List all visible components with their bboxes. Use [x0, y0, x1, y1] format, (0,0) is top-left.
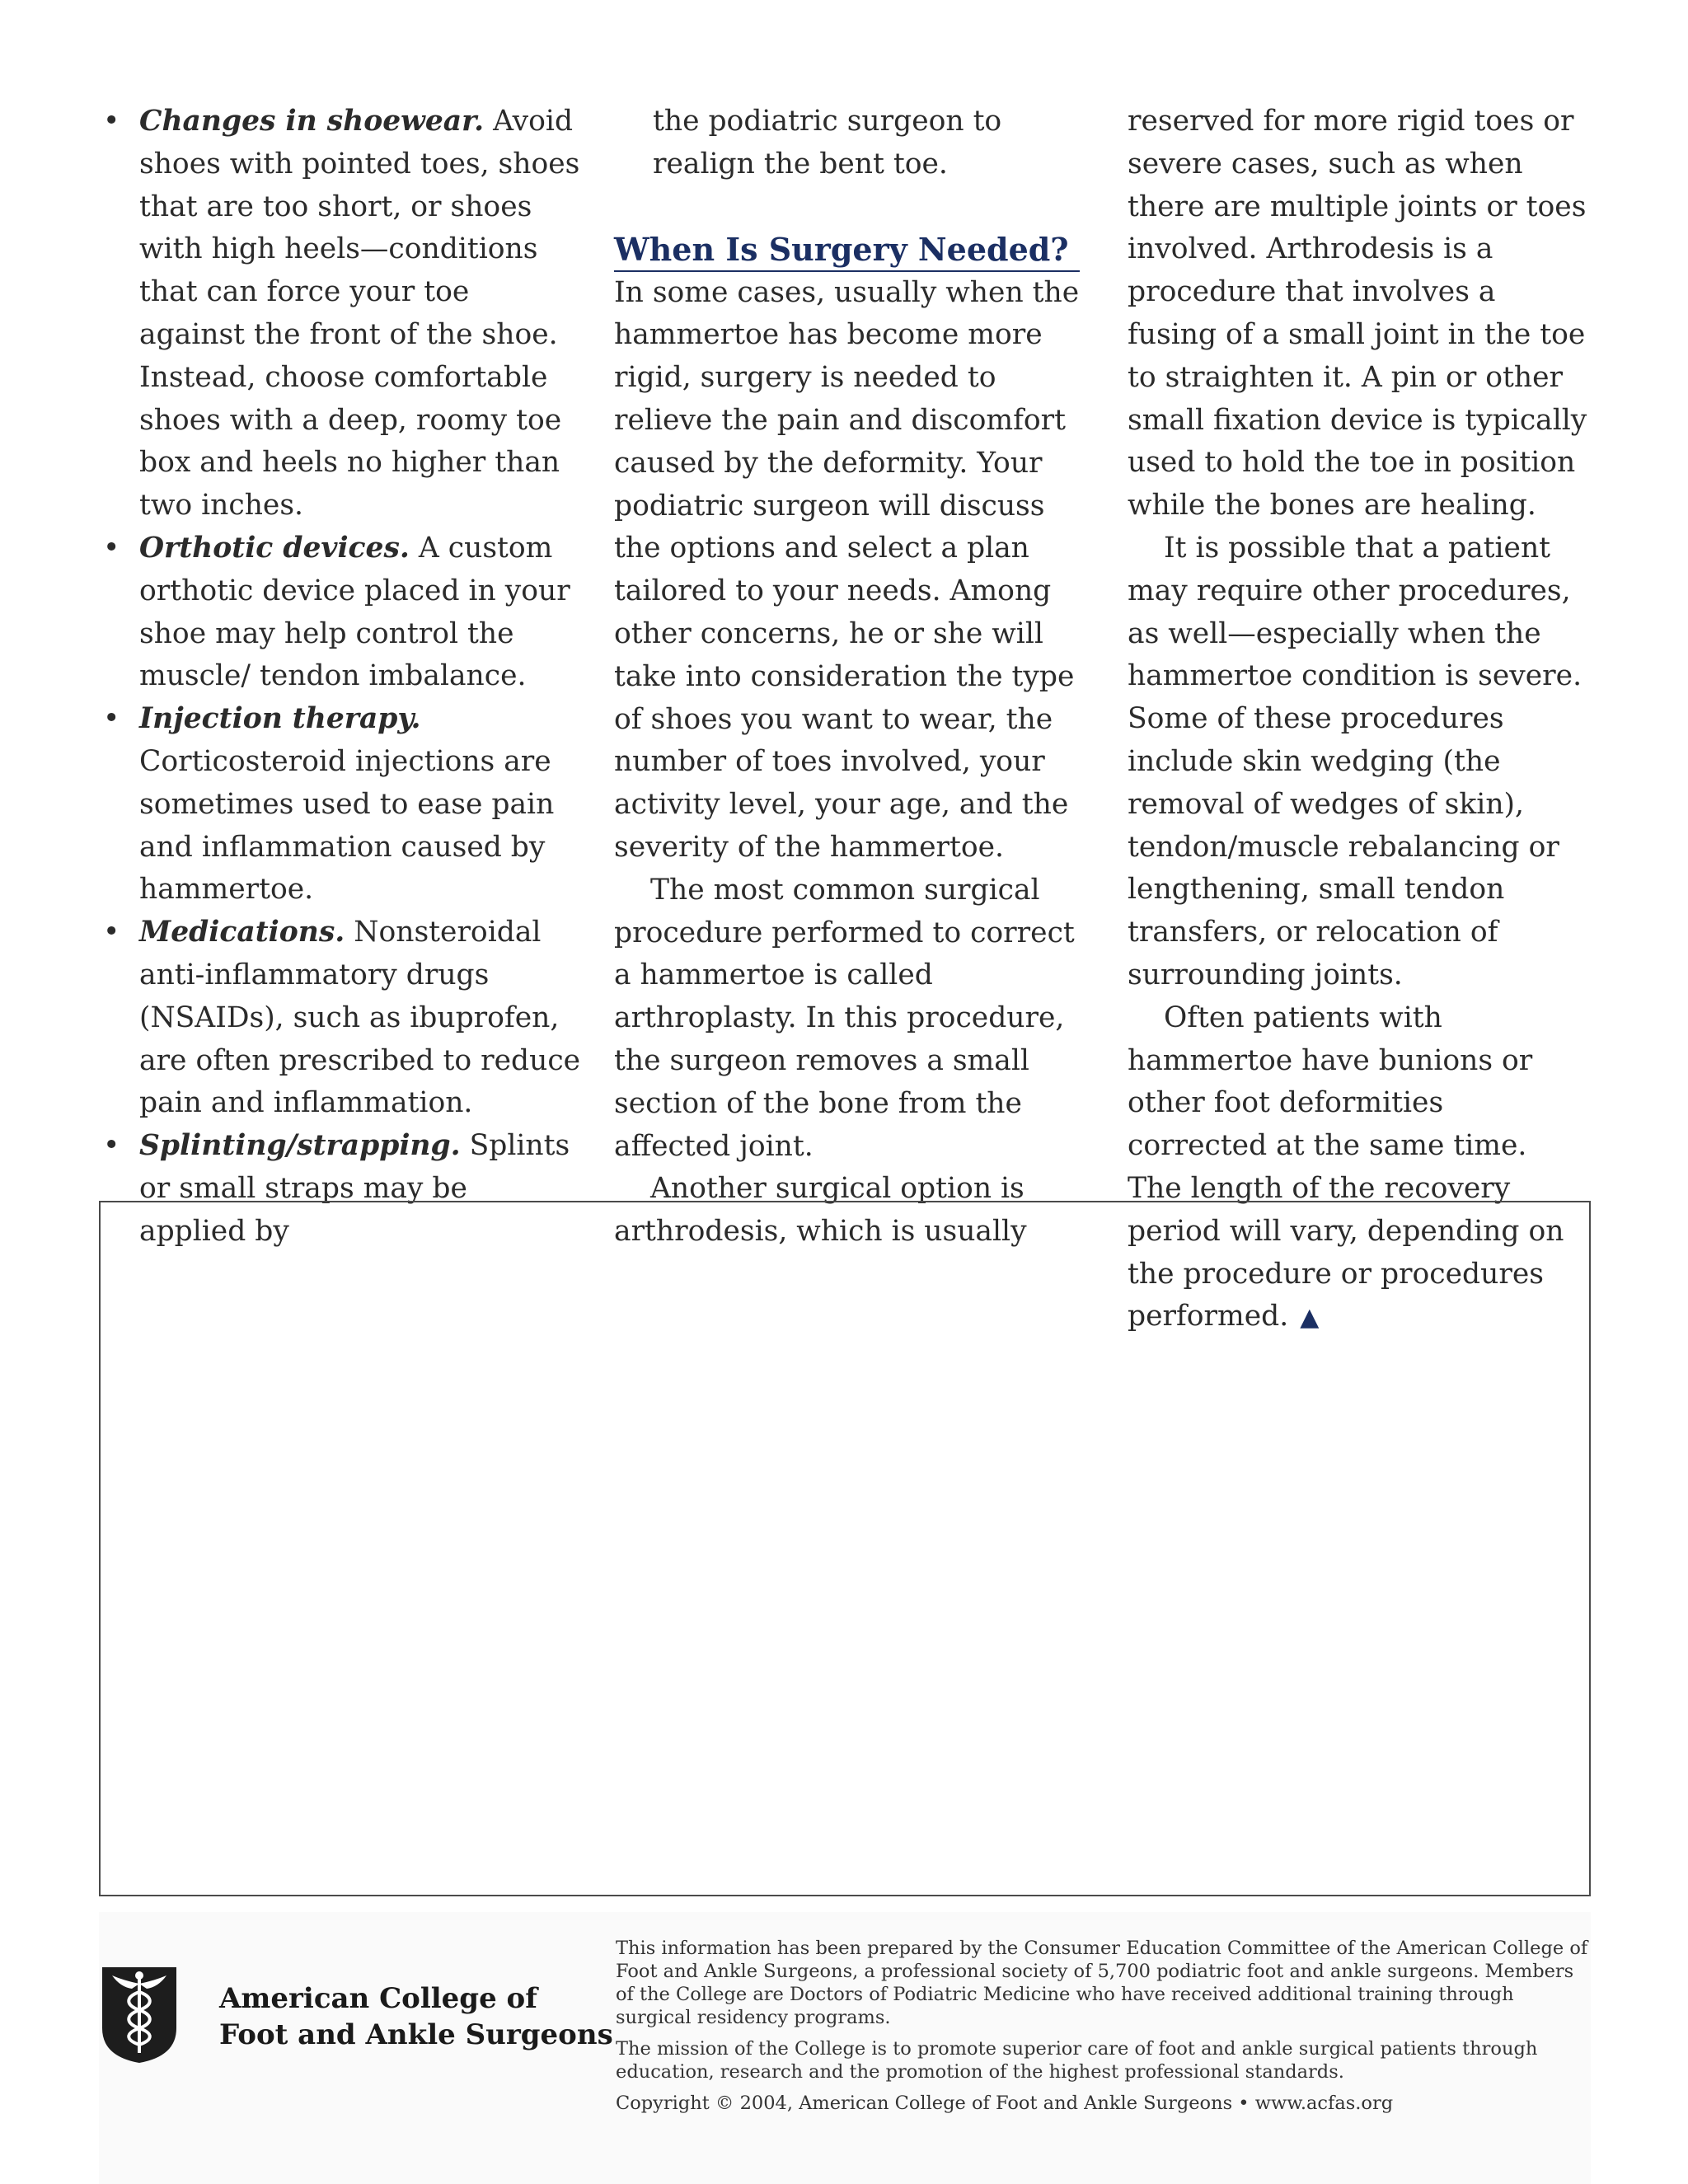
paragraph-text: Often patients with hammertoe have bunions or other foot deformities corrected at the same time. The length of the recovery period will vary, depending on the procedure or procedures performed.: [1128, 1001, 1564, 1333]
paragraph: The most common surgical procedure performed to correct a hammertoe is called arthroplasty. In this procedure, the surgeon removes a small section of the bone from the affected joint.: [614, 873, 1075, 1163]
org-line-2: Foot and Ankle Surgeons: [219, 2018, 613, 2051]
list-item: [103, 698, 581, 912]
caduceus-shield-icon: [99, 1964, 180, 2064]
column-1: [103, 101, 581, 1254]
organization-name: [219, 1980, 613, 2053]
bullet-text: Corticosteroid injections are sometimes used to ease pain and inflammation caused by hammertoe.: [139, 744, 555, 907]
bullet-text: Splints or small straps may be applied by: [139, 1129, 570, 1248]
bullet-lead: Injection therapy.: [139, 702, 421, 736]
bullet-continuation: the podiatric surgeon to realign the bent toe.: [653, 105, 1002, 180]
bullet-text: Nonsteroidal anti-inflammatory drugs (NSAIDs), such as ibuprofen, are often prescribed to reduce pain and inflammation.: [139, 916, 581, 1120]
column-2: [614, 101, 1080, 1254]
paragraph: In some cases, usually when the hammertoe has become more rigid, surgery is needed to relieve the pain and discomfort caused by the deformity. Your podiatric surgeon will discuss the options and select a plan tailored to your needs. Among other concerns, he or she will take into consideration the type of shoes you want to wear, the number of toes involved, your activity level, your age, and the severity of the hammertoe.: [614, 275, 1080, 864]
column-3: [1128, 101, 1589, 1339]
org-line-1: American College of: [219, 1982, 537, 2015]
paragraph: It is possible that a patient may require other procedures, as well—especially when the hammertoe condition is severe. Some of these procedures include skin wedging (the removal of wedges of skin), tendon/muscle rebalancing or lengthening, small tendon transfers, or relocation of surrounding joints.: [1128, 531, 1582, 991]
treatment-list: [103, 101, 581, 1254]
bullet-text: A custom orthotic device placed in your shoe may help control the muscle/ tendon imbalance.: [139, 531, 570, 693]
paragraph: Another surgical option is arthrodesis, which is usually: [614, 1172, 1027, 1249]
bullet-lead: Splinting/strapping.: [139, 1129, 461, 1163]
bullet-lead: Orthotic devices.: [139, 531, 410, 565]
blank-panel: [99, 1201, 1591, 1896]
bullet-lead: Changes in shoewear.: [139, 105, 485, 138]
end-triangle-icon: ▲: [1300, 1303, 1320, 1333]
list-item: [103, 527, 581, 698]
footer-fine-print: [616, 1937, 1588, 2123]
list-item: [103, 912, 581, 1125]
footer-info: This information has been prepared by the Consumer Education Committee of the American College of Foot and Ankle Surgeons, a professional society of 5,700 podiatric foot and ankle surgeons. Members of the College are Doctors of Podiatric Medicine who have received additional training through surgical residency programs.: [616, 1938, 1588, 2028]
section-heading: When Is Surgery Needed?: [614, 229, 1080, 272]
footer-copyright: Copyright © 2004, American College of Foot and Ankle Surgeons • www.acfas.org: [616, 2093, 1394, 2114]
bullet-lead: Medications.: [139, 916, 345, 949]
footer-mission: The mission of the College is to promote superior care of foot and ankle surgical patients through education, research and the promotion of the highest professional standards.: [616, 2038, 1538, 2083]
bullet-text: Avoid shoes with pointed toes, shoes that are too short, or shoes with high heels—conditions that can force your toe against the front of the shoe. Instead, choose comfortable shoes with a deep, roomy toe box and heels no higher than two inches.: [139, 105, 580, 523]
list-item: [103, 101, 581, 527]
paragraph: reserved for more rigid toes or severe cases, such as when there are multiple joints or toes involved. Arthrodesis is a procedure that involves a fusing of a small joint in the toe to straighten it. A pin or other small fixation device is typically used to hold the toe in position while the bones are healing.: [1128, 105, 1587, 523]
